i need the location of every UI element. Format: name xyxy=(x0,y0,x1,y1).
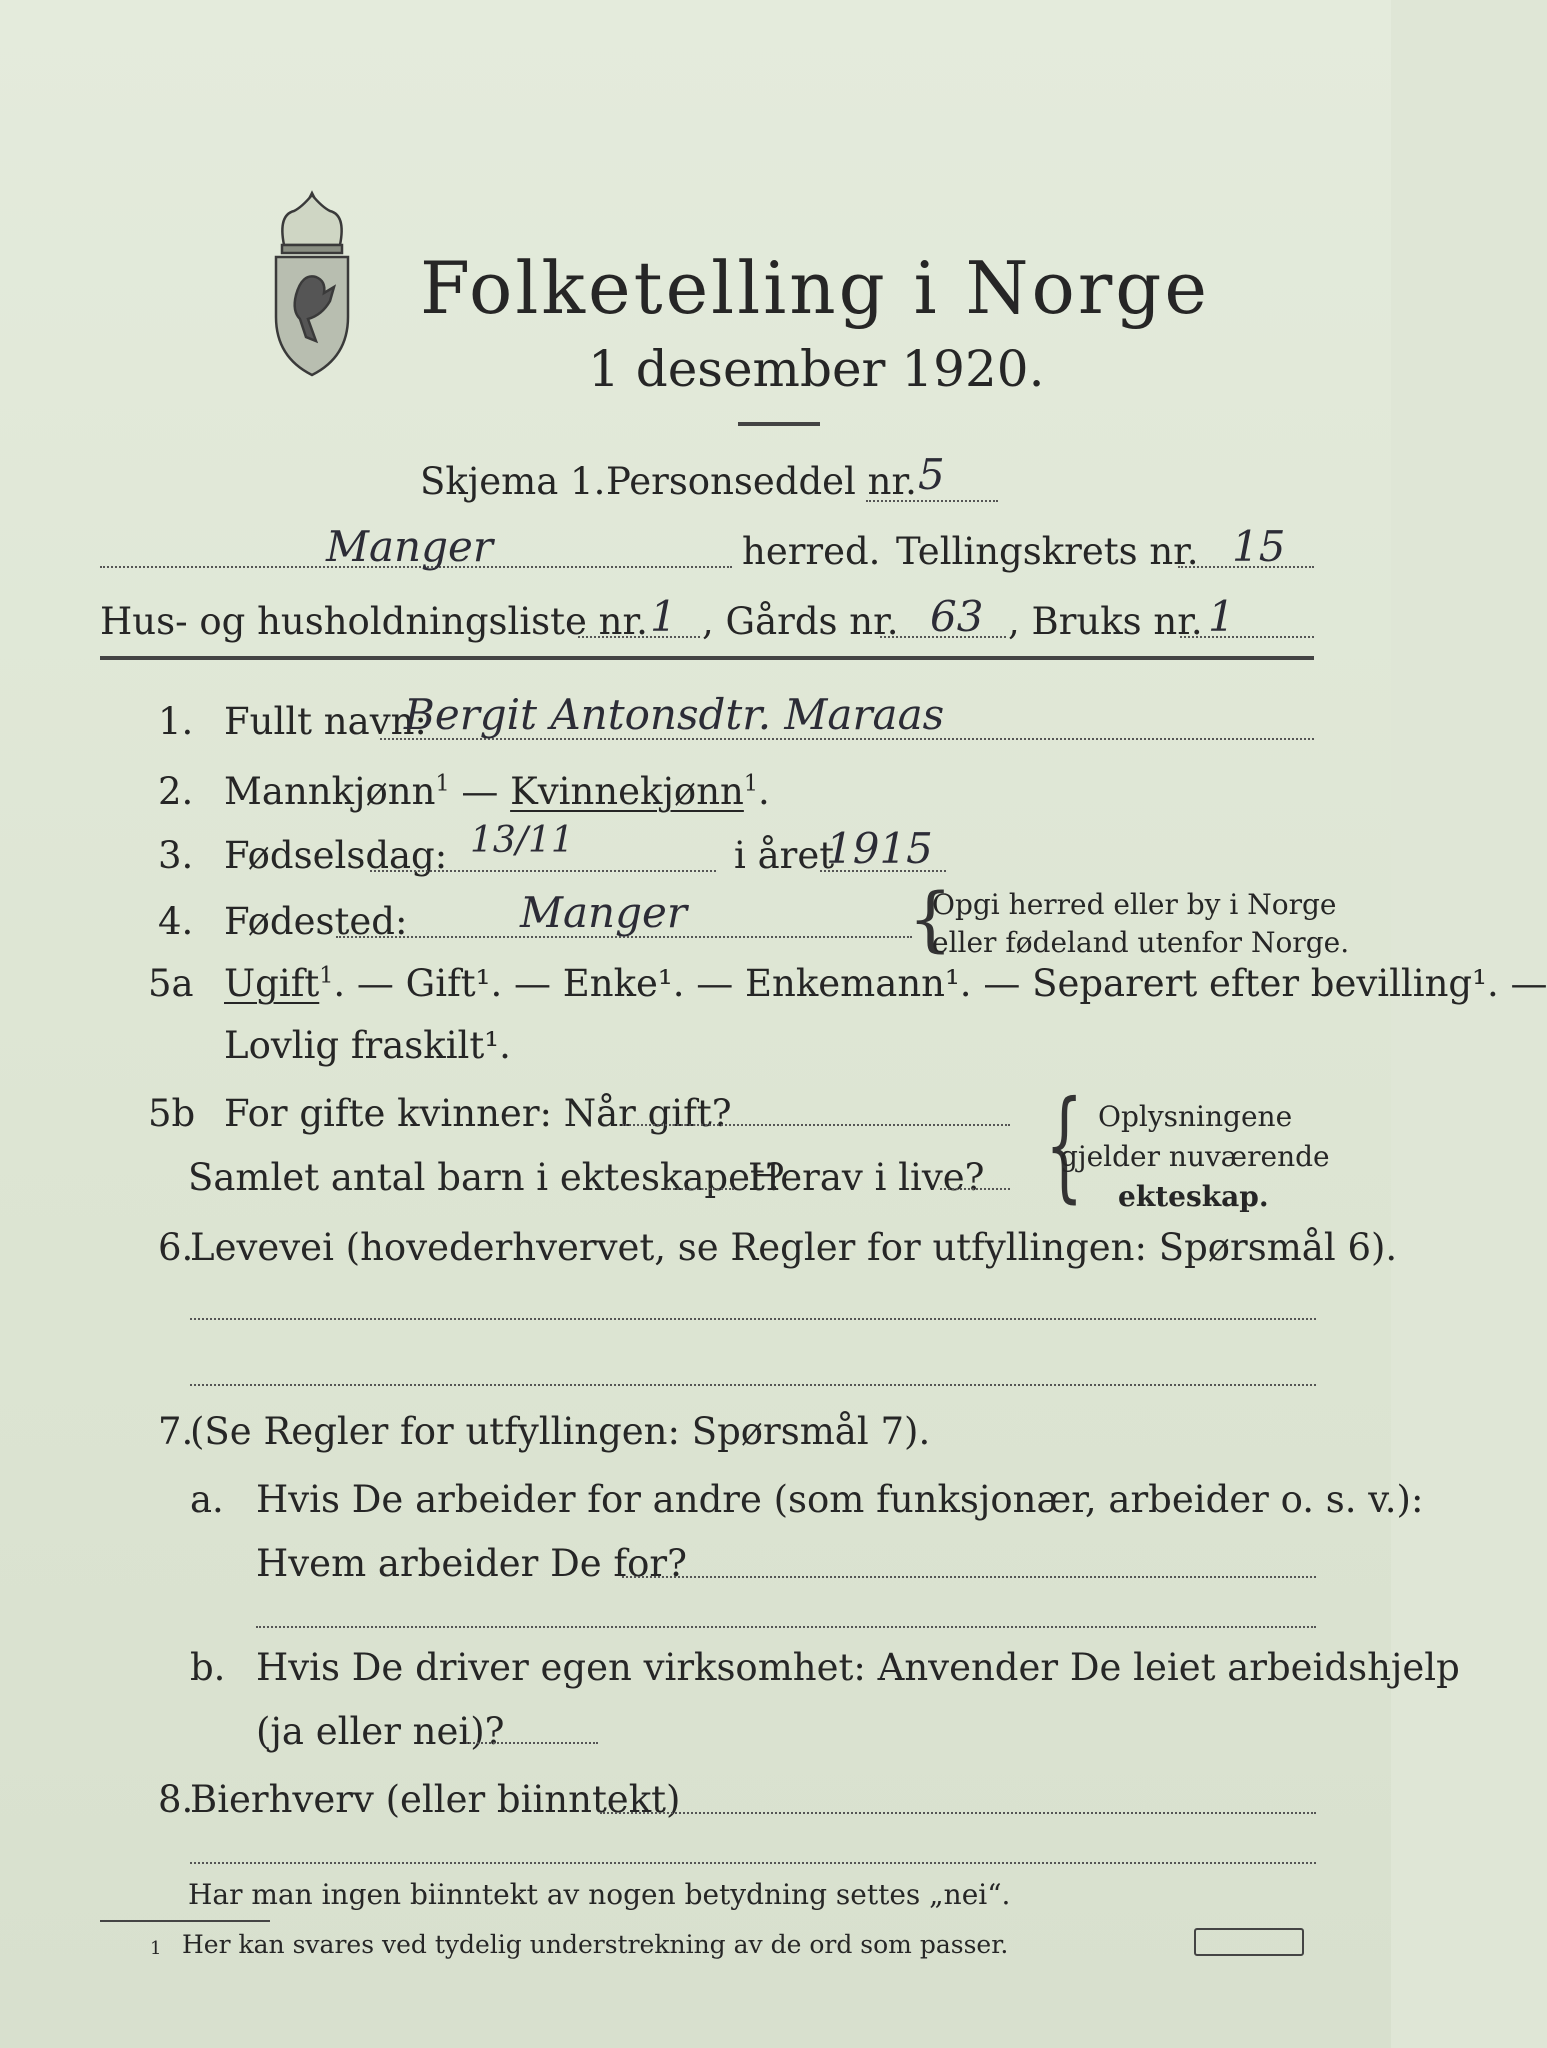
printer-stamp xyxy=(1194,1928,1304,1956)
census-date: 1 desember 1920. xyxy=(588,340,1045,398)
header-rule xyxy=(100,656,1314,660)
title-divider xyxy=(738,422,820,426)
gards-value[interactable]: 63 xyxy=(930,592,984,641)
q7b-line1: Hvis De driver egen virksomhet: Anvender De leiet arbeidshjelp xyxy=(256,1646,1460,1689)
q7a-employer-line xyxy=(622,1576,1316,1578)
q8-label: Bierhverv (eller biinntekt) xyxy=(190,1778,681,1821)
q5a-number: 5a xyxy=(148,962,194,1005)
q6-number: 6. xyxy=(158,1226,194,1269)
q1-number: 1. xyxy=(158,700,194,743)
personseddel-line xyxy=(866,500,998,502)
q2-number: 2. xyxy=(158,770,194,813)
q3-label: Fødselsdag: xyxy=(224,834,448,877)
q8-line1 xyxy=(600,1812,1316,1814)
q2-end: . xyxy=(757,770,770,813)
q5b-note-line3: ekteskap. xyxy=(1118,1180,1269,1213)
bruks-label: , Bruks nr. xyxy=(1008,600,1203,643)
q5a-line2[interactable]: Lovlig fraskilt¹. xyxy=(224,1024,511,1067)
q1-label: Fullt navn: xyxy=(224,700,427,743)
q7a-extra-line xyxy=(256,1626,1316,1628)
q5a-line1 xyxy=(224,962,1547,1005)
footer-note: Har man ingen biinntekt av nogen betydning settes „nei“. xyxy=(188,1878,1011,1911)
full-name-value[interactable]: Bergit Antonsdtr. Maraas xyxy=(404,690,945,739)
q7-label: (Se Regler for utfyllingen: Spørsmål 7). xyxy=(190,1410,931,1453)
birthday-value[interactable]: 13/11 xyxy=(470,820,574,861)
q7a-line2: Hvem arbeider De for? xyxy=(256,1542,687,1585)
herred-value[interactable]: Manger xyxy=(326,522,493,571)
gards-label: , Gårds nr. xyxy=(702,600,899,643)
q4-note-line2: eller fødeland utenfor Norge. xyxy=(932,926,1350,959)
q5b-note-line1: Oplysningene xyxy=(1098,1100,1293,1133)
year-label: i året xyxy=(734,834,835,877)
ugift-option[interactable]: Ugift xyxy=(224,962,320,1005)
q5b-brace-icon: { xyxy=(1045,1076,1084,1215)
hus-line xyxy=(578,636,700,638)
q7a-letter: a. xyxy=(190,1478,224,1521)
footnote-mark: 1 xyxy=(150,1938,162,1959)
footnote-text: Her kan svares ved tydelig understrekning av de ord som passer. xyxy=(182,1930,1009,1959)
personseddel-label: Personseddel nr. xyxy=(606,460,917,503)
personseddel-value[interactable]: 5 xyxy=(918,450,945,499)
q7b-letter: b. xyxy=(190,1646,226,1689)
q6-line1 xyxy=(190,1318,1316,1320)
q4-label: Fødested: xyxy=(224,900,408,943)
marital-options[interactable]: . — Gift¹. — Enke¹. — Enkemann¹. — Separert efter bevilling¹. — xyxy=(333,962,1547,1005)
tellingskrets-label: Tellingskrets nr. xyxy=(896,530,1199,573)
q6-line2 xyxy=(190,1384,1316,1386)
coat-of-arms-icon xyxy=(262,185,362,385)
q5b-note-line2: gjelder nuværende xyxy=(1060,1140,1330,1173)
footnote-rule xyxy=(100,1920,270,1922)
hus-value[interactable]: 1 xyxy=(650,592,677,641)
q5b-children-line xyxy=(666,1188,734,1190)
q3-line xyxy=(370,870,716,872)
q2-separator: — xyxy=(449,770,511,813)
q2-sex xyxy=(224,770,770,813)
herred-label: herred. xyxy=(742,530,881,573)
bruks-value[interactable]: 1 xyxy=(1208,592,1235,641)
q5b-line2b: Herav i live? xyxy=(748,1156,985,1199)
q5b-alive-line xyxy=(940,1188,1010,1190)
q4-brace-icon: { xyxy=(908,878,953,960)
q5b-married-line xyxy=(622,1124,1010,1126)
q7b-answer-line xyxy=(466,1742,598,1744)
ugift-sup: 1 xyxy=(319,962,334,989)
q6-label: Levevei (hovederhvervet, se Regler for utfyllingen: Spørsmål 6). xyxy=(190,1226,1398,1269)
birth-year-value[interactable]: 1915 xyxy=(826,824,933,873)
male-sup: 1 xyxy=(435,770,450,797)
q5b-line2a: Samlet antal barn i ekteskapet? xyxy=(188,1156,785,1199)
q5b-number: 5b xyxy=(148,1092,196,1135)
bruks-line xyxy=(1180,636,1314,638)
tellingskrets-value[interactable]: 15 xyxy=(1232,522,1286,571)
male-option[interactable]: Mannkjønn xyxy=(224,770,436,813)
q7-number: 7. xyxy=(158,1410,194,1453)
q7a-line1: Hvis De arbeider for andre (som funksjonær, arbeider o. s. v.): xyxy=(256,1478,1424,1521)
female-sup: 1 xyxy=(743,770,758,797)
q5b-line1: For gifte kvinner: Når gift? xyxy=(224,1092,732,1135)
schema-label: Skjema 1. xyxy=(420,460,606,503)
female-option[interactable]: Kvinnekjønn xyxy=(510,770,744,813)
form-title: Folketelling i Norge xyxy=(420,246,1210,330)
q7b-line2: (ja eller nei)? xyxy=(256,1710,505,1753)
q8-number: 8. xyxy=(158,1778,194,1821)
q3-number: 3. xyxy=(158,834,194,877)
q4-number: 4. xyxy=(158,900,194,943)
hus-label: Hus- og husholdningsliste nr. xyxy=(100,600,648,643)
q8-line2 xyxy=(190,1862,1316,1864)
q4-note-line1: Opgi herred eller by i Norge xyxy=(932,888,1337,921)
birthplace-value[interactable]: Manger xyxy=(520,888,687,937)
